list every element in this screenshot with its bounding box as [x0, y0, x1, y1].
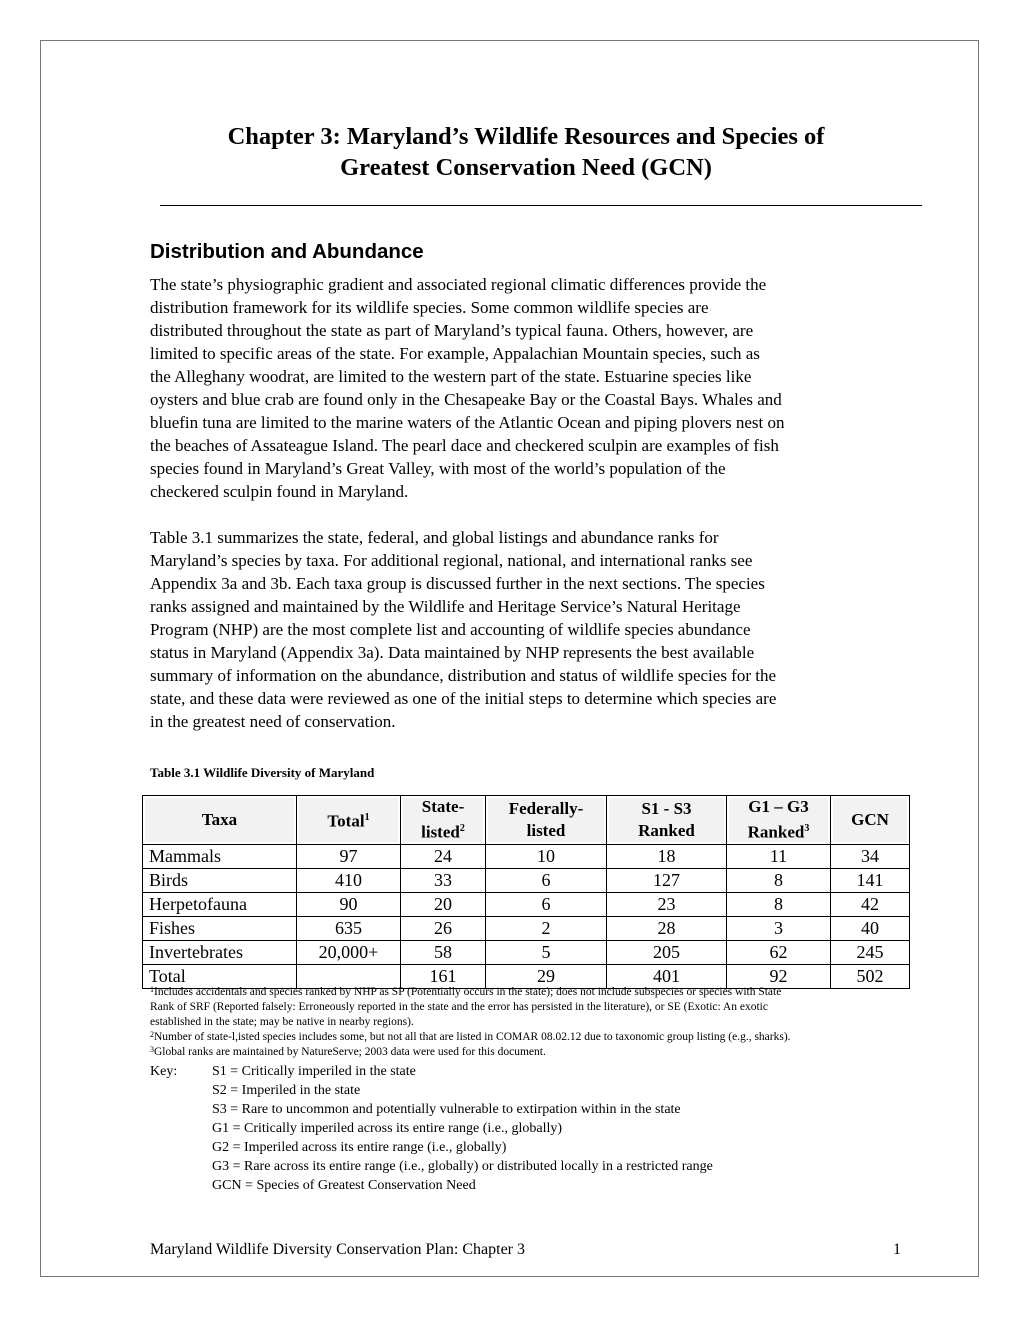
text-line: checkered sculpin found in Maryland.: [150, 482, 409, 501]
table-cell: 245: [831, 940, 910, 964]
paragraph-2: [150, 526, 776, 733]
table-cell: 42: [831, 892, 910, 916]
footer-title: Maryland Wildlife Diversity Conservation Plan: Chapter 3: [150, 1241, 525, 1258]
table-cell: 92: [727, 964, 831, 988]
table-cell: 635: [297, 916, 401, 940]
footnote-1-cont: established in the state; may be native in nearby regions).: [150, 1016, 414, 1028]
key-item: S2 = Imperiled in the state: [212, 1083, 361, 1098]
key-item: GCN = Species of Greatest Conservation Need: [212, 1178, 476, 1193]
table-cell: 26: [401, 916, 486, 940]
table-cell: 20,000+: [297, 940, 401, 964]
table-cell: 410: [297, 868, 401, 892]
table-cell: 205: [607, 940, 727, 964]
header-federally-listed: Federally- listed: [486, 796, 607, 845]
table-cell: Herpetofauna: [143, 892, 297, 916]
text-line: The state’s physiographic gradient and associated regional climatic differences provide the: [150, 275, 767, 294]
table-cell: 24: [401, 844, 486, 868]
table-cell: 40: [831, 916, 910, 940]
table-cell: 90: [297, 892, 401, 916]
table-cell: 5: [486, 940, 607, 964]
text-line: Table 3.1 summarizes the state, federal, and global listings and abundance ranks for: [150, 528, 719, 547]
text-line: species found in Maryland’s Great Valley, with most of the world’s population of the: [150, 459, 726, 478]
table-cell: 20: [401, 892, 486, 916]
table-cell: 401: [607, 964, 727, 988]
footnote-1: Includes accidentals and species ranked by NHP as SP (Potentially occurs in the state); does not include subspecies or species with State: [154, 986, 782, 998]
table-cell: 6: [486, 892, 607, 916]
table-cell: 6: [486, 868, 607, 892]
text-line: distribution framework for its wildlife species. Some common wildlife species are: [150, 298, 709, 317]
table-caption: Table 3.1 Wildlife Diversity of Maryland: [150, 765, 375, 780]
header-gcn: GCN: [831, 796, 910, 845]
text-line: Maryland’s species by taxa. For additional regional, national, and international ranks see: [150, 551, 753, 570]
text-line: Appendix 3a and 3b. Each taxa group is discussed further in the next sections. The species: [150, 574, 765, 593]
key-item: S3 = Rare to uncommon and potentially vulnerable to extirpation within in the state: [212, 1102, 681, 1117]
table-row: [143, 892, 910, 916]
chapter-title: [0, 121, 1020, 183]
table-row: [143, 940, 910, 964]
table-cell: 33: [401, 868, 486, 892]
key-item: G1 = Critically imperiled across its entire range (i.e., globally): [212, 1121, 563, 1136]
table-cell: 2: [486, 916, 607, 940]
table-cell: Fishes: [143, 916, 297, 940]
text-line: summary of information on the abundance, distribution and status of wildlife species for the: [150, 666, 777, 685]
paragraph-1: [150, 273, 784, 503]
table-header-row: [143, 796, 910, 845]
footnote-2: Number of state-l,isted species includes some, but not all that are listed in COMAR 08.02.12 due to taxonomic group listing (e.g., sharks).: [154, 1031, 791, 1043]
table-cell: 97: [297, 844, 401, 868]
table-cell: Mammals: [143, 844, 297, 868]
title-divider: [160, 205, 922, 206]
table-cell: 11: [727, 844, 831, 868]
text-line: state, and these data were reviewed as one of the initial steps to determine which species are: [150, 689, 777, 708]
table-row: [143, 916, 910, 940]
table-cell: 28: [607, 916, 727, 940]
text-line: Program (NHP) are the most complete list and accounting of wildlife species abundance: [150, 620, 751, 639]
text-line: distributed throughout the state as part of Maryland’s typical fauna. Others, however, are: [150, 321, 754, 340]
header-taxa: Taxa: [143, 796, 297, 845]
table-cell: 29: [486, 964, 607, 988]
table-cell: 62: [727, 940, 831, 964]
table-row: [143, 868, 910, 892]
table-cell: 141: [831, 868, 910, 892]
section-heading: Distribution and Abundance: [150, 240, 424, 263]
wildlife-diversity-table: [142, 795, 910, 989]
table-cell: Invertebrates: [143, 940, 297, 964]
text-line: limited to specific areas of the state. For example, Appalachian Mountain species, such as: [150, 344, 760, 363]
text-line: oysters and blue crab are found only in the Chesapeake Bay or the Coastal Bays. Whales and: [150, 390, 782, 409]
table-cell: 3: [727, 916, 831, 940]
text-line: bluefin tuna are limited to the marine waters of the Atlantic Ocean and piping plovers nest on: [150, 413, 785, 432]
footnote-3: Global ranks are maintained by NatureServe; 2003 data were used for this document.: [154, 1046, 546, 1058]
text-line: status in Maryland (Appendix 3a). Data maintained by NHP represents the best available: [150, 643, 755, 662]
page-number: 1: [893, 1241, 901, 1258]
text-line: the Alleghany woodrat, are limited to the western part of the state. Estuarine species like: [150, 367, 752, 386]
key-item: S1 = Critically imperiled in the state: [212, 1064, 416, 1079]
table-cell: 10: [486, 844, 607, 868]
title-line: Chapter 3: Maryland’s Wildlife Resources and Species of: [227, 123, 825, 150]
footnote-1-cont: Rank of SRF (Reported falsely: Erroneously reported in the state and the error has persisted in the literature), or SE (Exotic: An exotic: [150, 1001, 768, 1013]
table-row: [143, 844, 910, 868]
key-item: G2 = Imperiled across its entire range (i.e., globally): [212, 1140, 507, 1155]
header-state-listed: State- listed$^2$: [401, 796, 486, 845]
text-line: ranks assigned and maintained by the Wildlife and Heritage Service’s Natural Heritage: [150, 597, 741, 616]
key-label: Key:: [150, 1064, 178, 1079]
key-item: G3 = Rare across its entire range (i.e., globally) or distributed locally in a restricted range: [212, 1159, 713, 1174]
table-cell: 127: [607, 868, 727, 892]
table-cell: Birds: [143, 868, 297, 892]
table-cell: 8: [727, 868, 831, 892]
table-cell: 8: [727, 892, 831, 916]
header-s1-s3: S1 - S3 Ranked: [607, 796, 727, 845]
table-cell: 502: [831, 964, 910, 988]
header-total: Total$^1$: [297, 796, 401, 845]
table-cell: 161: [401, 964, 486, 988]
table-cell: 58: [401, 940, 486, 964]
title-line: Greatest Conservation Need (GCN): [340, 154, 712, 181]
table-cell: 18: [607, 844, 727, 868]
table-cell: 23: [607, 892, 727, 916]
table-footnotes: $^1$Includes accidentals and species ranked by NHP as SP (Potentially occurs in the state); does not include subspecies or species with State Rank of SRF (Reported falsely: Erroneously reported in the state and the error has persisted in the literature), or SE (Exotic: An exotic established in the state; may be native in nearby regions). $^2$Number of state-l,isted species includes some, but not all that are listed in COMAR 08.02.12 due to taxonomic group listing (e.g., sharks). $^3$Global ranks are maintained by NatureServe; 2003 data were used for this document.: [150, 985, 791, 1058]
text-line: in the greatest need of conservation.: [150, 712, 396, 731]
text-line: the beaches of Assateague Island. The pearl dace and checkered sculpin are examples of fish: [150, 436, 779, 455]
header-g1-g3: G1 – G3 Ranked$^3$: [727, 796, 831, 845]
table-cell: 34: [831, 844, 910, 868]
table-cell: Total: [143, 964, 297, 988]
